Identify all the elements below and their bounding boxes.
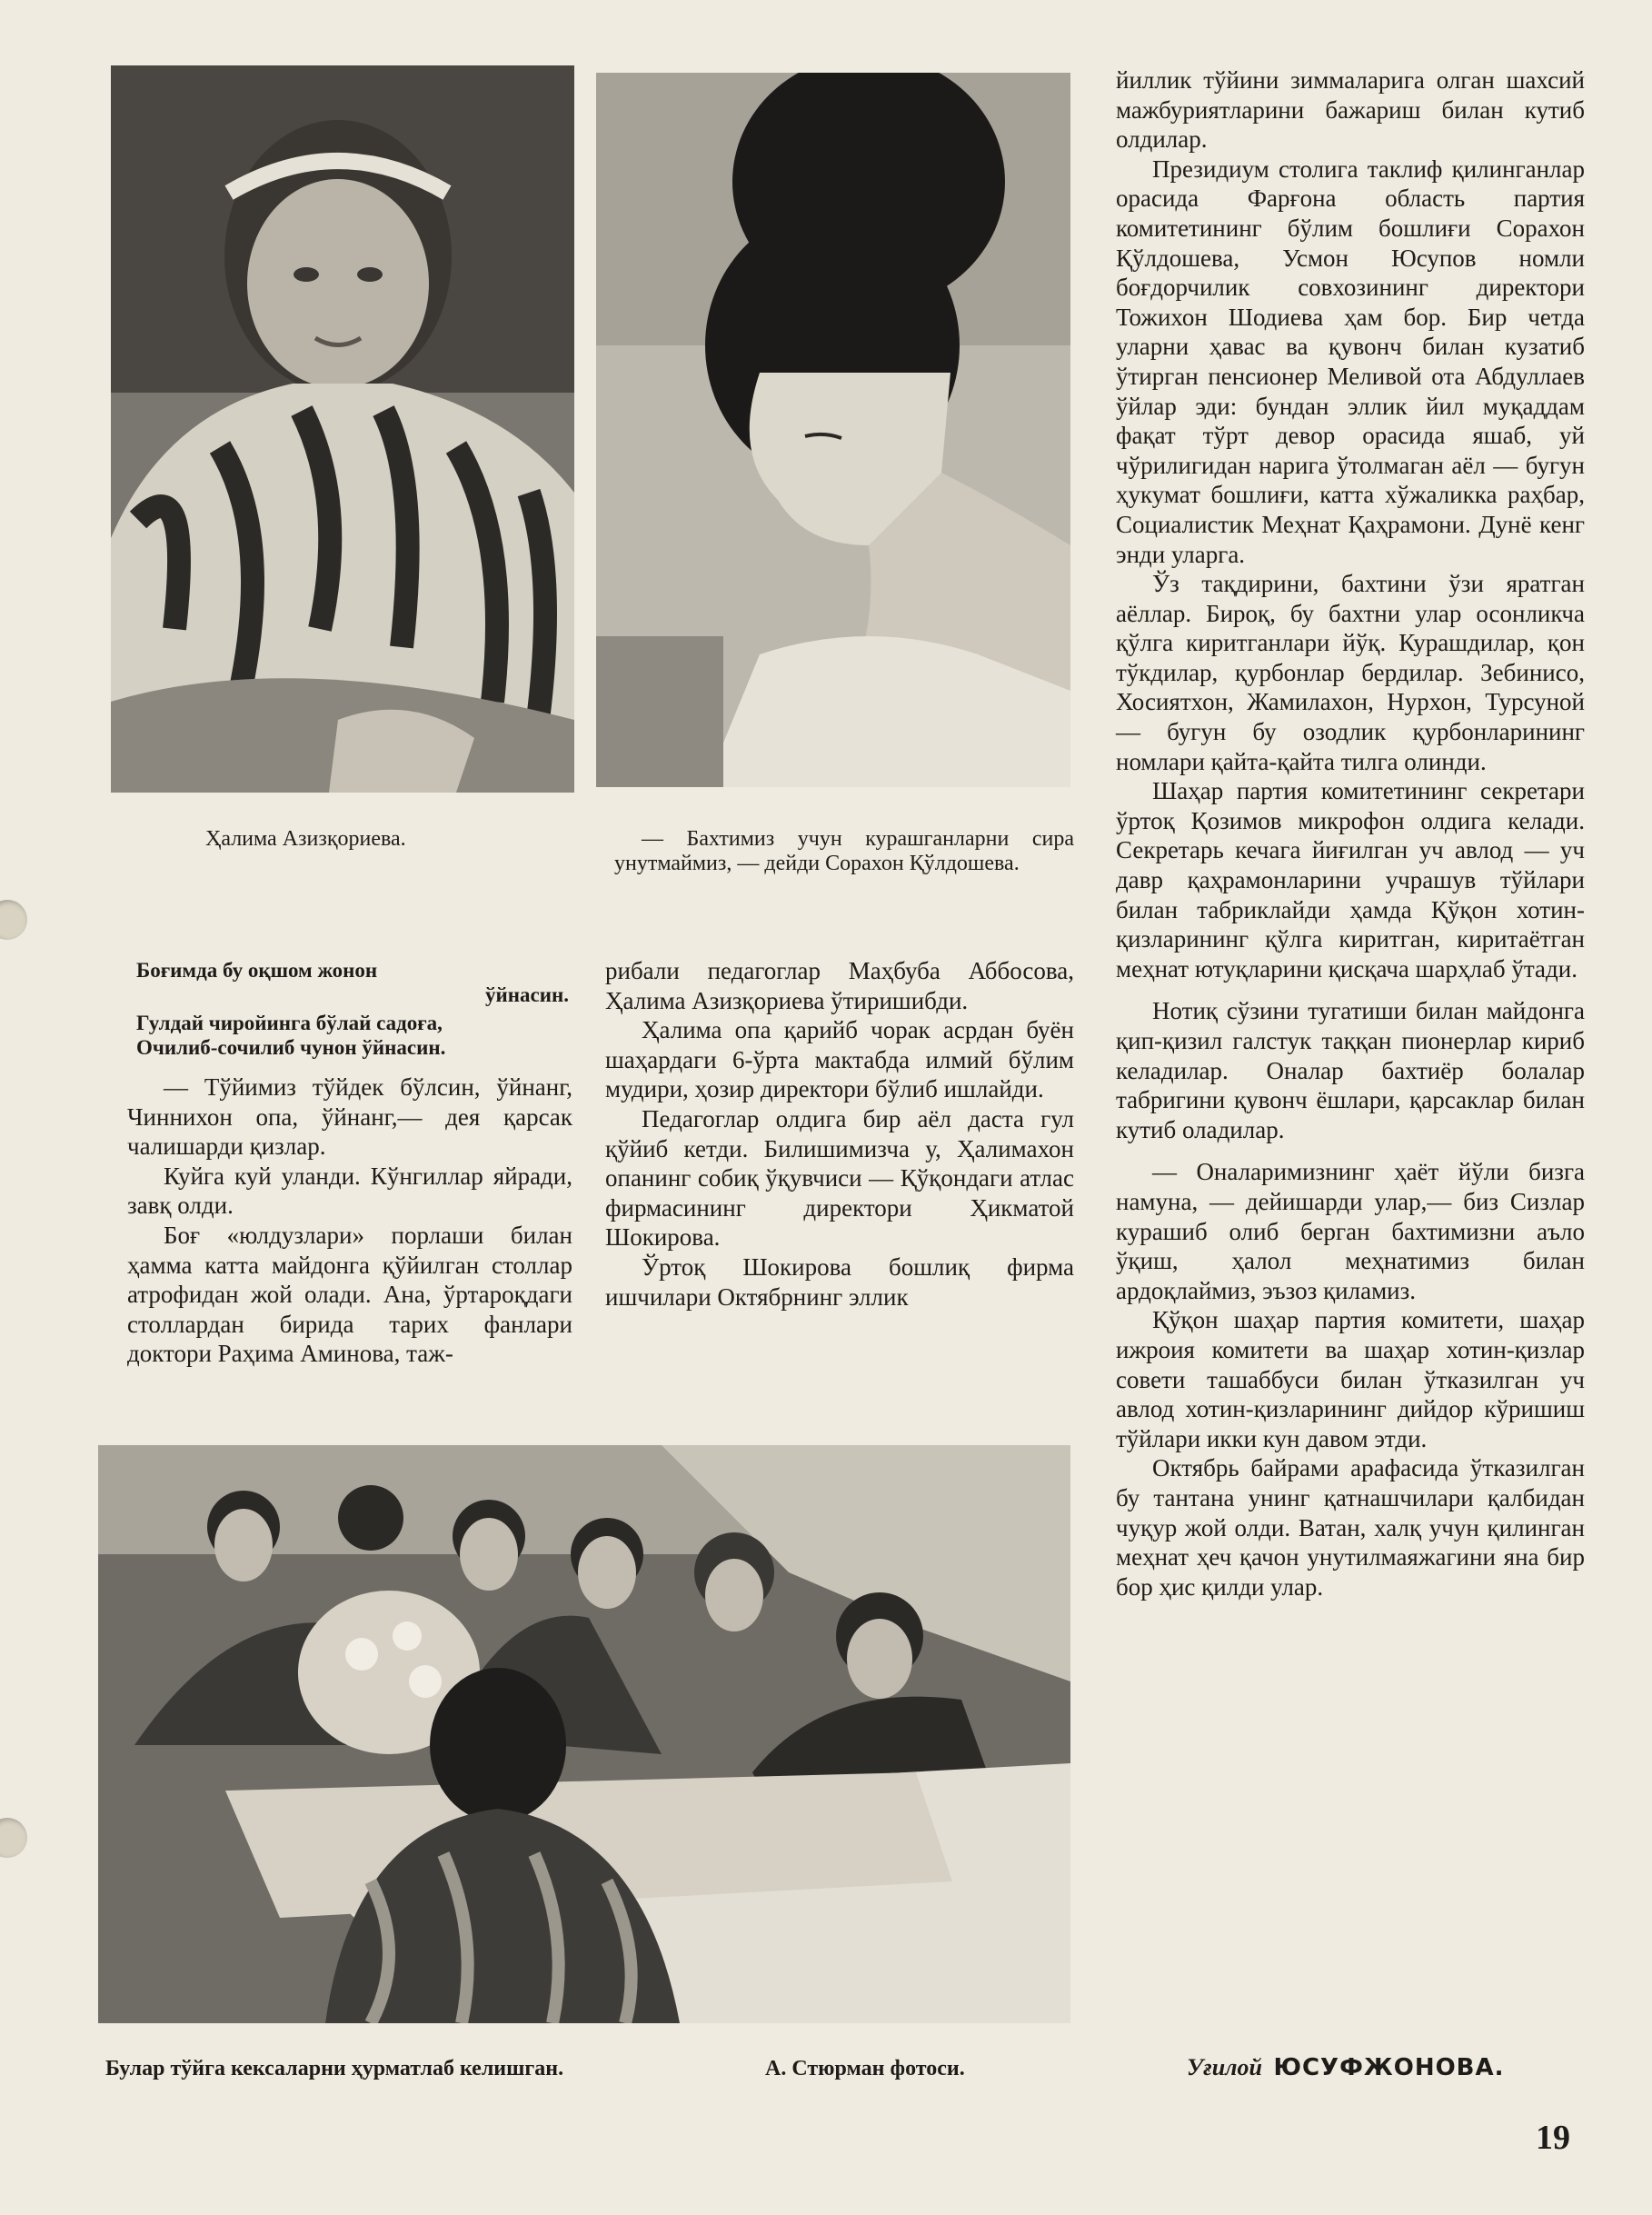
author-signature: [1187, 2055, 1568, 2080]
photo-sorakhon-profile: [596, 73, 1070, 787]
poem-line: Очилиб-сочилиб чунон ўйнасин.: [136, 1036, 446, 1059]
paragraph: Боғ «юлдузлари» порлаши билан ҳамма катта майдонга қўйилган столлар атрофидан жой олади. Ана, ўртароқдаги столлардан бирида тарих фанлари доктори Раҳима Аминова, таж-: [127, 1221, 572, 1368]
paragraph: Қўқон шаҳар партия комитети, шаҳар ижроия комитети ва шаҳар хотин-қизлар совети ташаббуси билан ўтказилган уч авлод хотин-қизларининг дийдор кўришиш тўйлари икки кун давом этди.: [1116, 1306, 1585, 1452]
binder-hole: [0, 1818, 27, 1858]
paragraph: рибали педагоглар Маҳбуба Аббосова, Ҳалима Азизқориева ўтиришибди.: [605, 957, 1074, 1014]
paragraph: Шаҳар партия комитетининг секретари ўртоқ Қозимов микрофон олдига келади. Секретарь кечага йиғилган уч авлод — уч давр қаҳрамонларини учрашув тўйлари билан табриклайди ҳамда Қўқон хотин-қизларининг қўлга киритган, киритаётган меҳнат ютуқларини қисқача шарҳлаб ўтади.: [1116, 777, 1585, 983]
poem-line: Гулдай чиройинга бўлай садоға,: [136, 1012, 443, 1034]
photo-group-celebration: [98, 1445, 1070, 2023]
poem-line: Боғимда бу оқшом жонон: [136, 959, 378, 982]
article-column-2: [605, 956, 1074, 1312]
page-number: 19: [1536, 2119, 1570, 2157]
paragraph: Ҳалима опа қарийб чорак асрдан буён шаҳардаги 6-ўрта мактабда илмий бўлим мудири, ҳозир директори бўлиб ишлайди.: [605, 1016, 1074, 1103]
photo-credit: А. Стюрман фотоси.: [765, 2057, 965, 2080]
paragraph: — Оналаримизнинг ҳаёт йўли бизга намуна, — дейишарди улар,— биз Сизлар курашиб олиб берган бахтимизни аъло ўқиш, ҳалол меҳнатимиз билан ардоқлаймиз, эъзоз қиламиз.: [1116, 1158, 1585, 1304]
photo-halima-portrait: [111, 65, 574, 793]
paragraph: — Тўйимиз тўйдек бўлсин, ўйнанг, Чиннихон опа, ўйнанг,— дея қарсак чалишарди қизлар.: [127, 1073, 572, 1161]
caption-photo1: Ҳалима Азизқориева.: [205, 827, 406, 851]
paragraph: Октябрь байрами арафасида ўтказилган бу тантана унинг қатнашчилари қалбидан чуқур жой олди. Ватан, халқ учун қилинган меҳнат ҳеч қачон унутилмаяжагини яна бир бор ҳис қилди улар.: [1116, 1454, 1585, 1601]
caption-photo2: — Бахтимиз учун курашганларни сира унутмаймиз, — дейди Сорахон Қўлдошева.: [614, 827, 1074, 875]
caption-photo3: Булар тўйга кексаларни ҳурматлаб келишган.: [105, 2057, 564, 2080]
paragraph: Президиум столига таклиф қилинганлар орасида Фарғона область партия комитетининг бўлим бошлиғи Сорахон Қўлдошева, Усмон Юсупов номли боғдорчилик совхозининг директори Тожихон Шодиева ҳам бор. Бир четда уларни ҳавас ва қувонч билан кузатиб ўтирган пенсионер Меливой ота Абдуллаев ўйлар эди: бундан эллик йил муқаддам фақат тўрт девор орасида яшаб, уй чўрилигидан нарига ўтолмаган аёл — бугун ҳукумат бошлиғи, катта хўжаликка раҳбар, Социалистик Меҳнат Қаҳрамони. Дунё кенг энди уларга.: [1116, 155, 1585, 568]
paragraph: Нотиқ сўзини тугатиши билан майдонга қип-қизил галстук таққан пионерлар кириб келадилар. Оналар бахтиёр болалар табригини қувонч ёшлари, қарсаклар билан кутиб оладилар.: [1116, 997, 1585, 1143]
paragraph: Ўз тақдирини, бахтини ўзи яратган аёллар. Бироқ, бу бахтни улар осонликча қўлга киритганлари йўқ. Курашдилар, қон тўкдилар, қурбонлар бердилар. Зебинисо, Хосиятхон, Жамилахон, Нурхон, Турсуной — бугун бу озодлик қурбонларининг номлари қайта-қайта тилга олинди.: [1116, 570, 1585, 775]
poem-epigraph: [136, 958, 569, 1060]
paragraph: йиллик тўйини зиммаларига олган шахсий мажбуриятларини бажариш билан кутиб олдилар.: [1116, 66, 1585, 154]
article-column-3: [1116, 65, 1585, 1601]
author-last-name: ЮСУФЖОНОВА.: [1273, 2054, 1505, 2081]
binder-hole: [0, 900, 27, 940]
article-column-1: [127, 1073, 572, 1369]
paragraph: Педагоглар олдига бир аёл даста гул қўйиб кетди. Билишимизча у, Ҳалимахон опанинг собиқ ўқувчиси — Қўқондаги атлас фирмасининг директори Ҳикматой Шокирова.: [605, 1104, 1074, 1252]
paragraph: Ўртоқ Шокирова бошлиқ фирма ишчилари Октябрнинг эллик: [605, 1252, 1074, 1311]
poem-line: ўйнасин.: [485, 983, 569, 1006]
author-first-name: Уғилой: [1187, 2054, 1262, 2080]
paragraph: Куйга куй уланди. Кўнгиллар яйради, завқ олди.: [127, 1162, 572, 1220]
